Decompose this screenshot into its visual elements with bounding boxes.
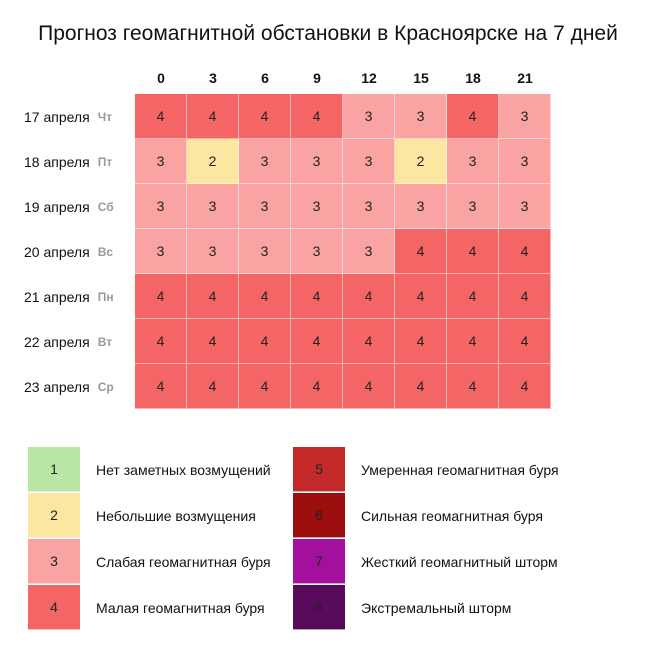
legend-item [28, 539, 271, 584]
row-weekday: Ср [97, 380, 114, 394]
heatmap-cell: 4 [343, 274, 395, 319]
row-weekday: Вт [97, 335, 113, 349]
heatmap-cell: 4 [447, 364, 499, 409]
heatmap-cell: 3 [343, 94, 395, 139]
row-label [24, 229, 134, 275]
heatmap-cell: 4 [239, 94, 291, 139]
heatmap-cell: 3 [447, 184, 499, 229]
legend-swatch: 7 [293, 539, 345, 584]
heatmap-cell: 3 [395, 94, 447, 139]
heatmap-cell: 4 [499, 229, 551, 274]
legend-label: Малая геомагнитная буря [96, 599, 265, 616]
heatmap-cell: 4 [239, 364, 291, 409]
legend-swatch: 4 [28, 585, 80, 630]
heatmap-cell: 4 [291, 274, 343, 319]
heatmap-cell: 3 [135, 184, 187, 229]
legend-label: Нет заметных возмущений [96, 461, 271, 478]
legend-item [293, 447, 559, 492]
heatmap-cell: 4 [395, 274, 447, 319]
heatmap-cell: 3 [135, 229, 187, 274]
legend-item [28, 447, 271, 492]
heatmap-cell: 4 [135, 274, 187, 319]
legend-item [28, 585, 265, 630]
legend-swatch: 3 [28, 539, 80, 584]
column-header: 3 [209, 70, 217, 86]
column-header: 18 [465, 70, 481, 86]
heatmap-cell: 3 [239, 139, 291, 184]
column-header: 12 [361, 70, 377, 86]
heatmap-cell: 2 [187, 139, 239, 184]
legend-label: Умеренная геомагнитная буря [361, 461, 559, 478]
column-header: 15 [413, 70, 429, 86]
legend-item [293, 585, 511, 630]
row-date: 23 апреля [24, 379, 90, 395]
heatmap-cell: 4 [187, 274, 239, 319]
heatmap-cell: 4 [239, 319, 291, 364]
heatmap-cell: 4 [135, 319, 187, 364]
heatmap-cell: 4 [187, 364, 239, 409]
heatmap-cell: 4 [135, 364, 187, 409]
legend-label: Экстремальный шторм [361, 599, 512, 616]
row-weekday: Сб [97, 200, 114, 214]
heatmap-cell: 3 [499, 184, 551, 229]
heatmap-cell: 3 [499, 139, 551, 184]
row-label [24, 364, 134, 410]
heatmap-cell: 4 [135, 94, 187, 139]
heatmap-cell: 3 [291, 229, 343, 274]
heatmap-cell: 4 [395, 319, 447, 364]
heatmap-cell: 3 [395, 184, 447, 229]
heatmap-cell: 4 [447, 229, 499, 274]
heatmap-cell: 3 [343, 184, 395, 229]
heatmap-cell: 4 [239, 274, 291, 319]
legend-label: Жесткий геомагнитный шторм [361, 553, 558, 570]
legend-label: Сильная геомагнитная буря [361, 507, 543, 524]
heatmap-cell: 3 [499, 94, 551, 139]
row-label [24, 274, 134, 320]
heatmap-cell: 4 [343, 364, 395, 409]
heatmap-cell: 3 [291, 184, 343, 229]
heatmap-cell: 4 [291, 319, 343, 364]
heatmap-cell: 3 [291, 139, 343, 184]
heatmap-cell: 2 [395, 139, 447, 184]
legend-label: Слабая геомагнитная буря [96, 553, 271, 570]
heatmap-cell: 3 [135, 139, 187, 184]
legend-swatch: 5 [293, 447, 345, 492]
row-date: 19 апреля [24, 199, 90, 215]
row-weekday: Вс [97, 245, 114, 259]
heatmap-cell: 4 [395, 364, 447, 409]
heatmap-cell: 4 [291, 364, 343, 409]
heatmap-cell: 4 [395, 229, 447, 274]
legend-swatch: 8 [293, 585, 345, 630]
column-header: 21 [517, 70, 533, 86]
heatmap-cell: 3 [447, 139, 499, 184]
heatmap-cell: 4 [187, 319, 239, 364]
row-date: 18 апреля [24, 154, 90, 170]
row-label [24, 94, 134, 140]
row-weekday: Чт [97, 110, 112, 124]
legend-swatch: 1 [28, 447, 80, 492]
heatmap-cell: 4 [343, 319, 395, 364]
column-header: 6 [261, 70, 269, 86]
row-date: 22 апреля [24, 334, 90, 350]
column-header: 0 [157, 70, 165, 86]
row-label [24, 139, 134, 185]
legend-item [293, 539, 558, 584]
heatmap-cell: 4 [447, 94, 499, 139]
heatmap-cell: 3 [239, 184, 291, 229]
legend-label: Небольшие возмущения [96, 507, 256, 524]
column-header: 9 [313, 70, 321, 86]
row-label [24, 184, 134, 230]
row-label [24, 319, 134, 365]
legend-item [293, 493, 543, 538]
row-date: 20 апреля [24, 244, 90, 260]
heatmap-cell: 4 [447, 274, 499, 319]
heatmap-cell: 3 [239, 229, 291, 274]
legend-swatch: 6 [293, 493, 345, 538]
heatmap-cell: 4 [187, 94, 239, 139]
row-date: 21 апреля [24, 289, 90, 305]
heatmap-cell: 3 [187, 184, 239, 229]
heatmap-cell: 3 [343, 139, 395, 184]
heatmap-cell: 4 [499, 364, 551, 409]
legend-item [28, 493, 256, 538]
heatmap-cell: 4 [291, 94, 343, 139]
row-weekday: Пт [97, 155, 113, 169]
heatmap-cell: 3 [187, 229, 239, 274]
heatmap-cell: 4 [447, 319, 499, 364]
heatmap-cell: 3 [343, 229, 395, 274]
heatmap-cell: 4 [499, 274, 551, 319]
row-weekday: Пн [97, 290, 114, 304]
legend-swatch: 2 [28, 493, 80, 538]
heatmap-cell: 4 [499, 319, 551, 364]
row-date: 17 апреля [24, 109, 90, 125]
chart-title: Прогноз геомагнитной обстановки в Красноярске на 7 дней [38, 22, 618, 45]
